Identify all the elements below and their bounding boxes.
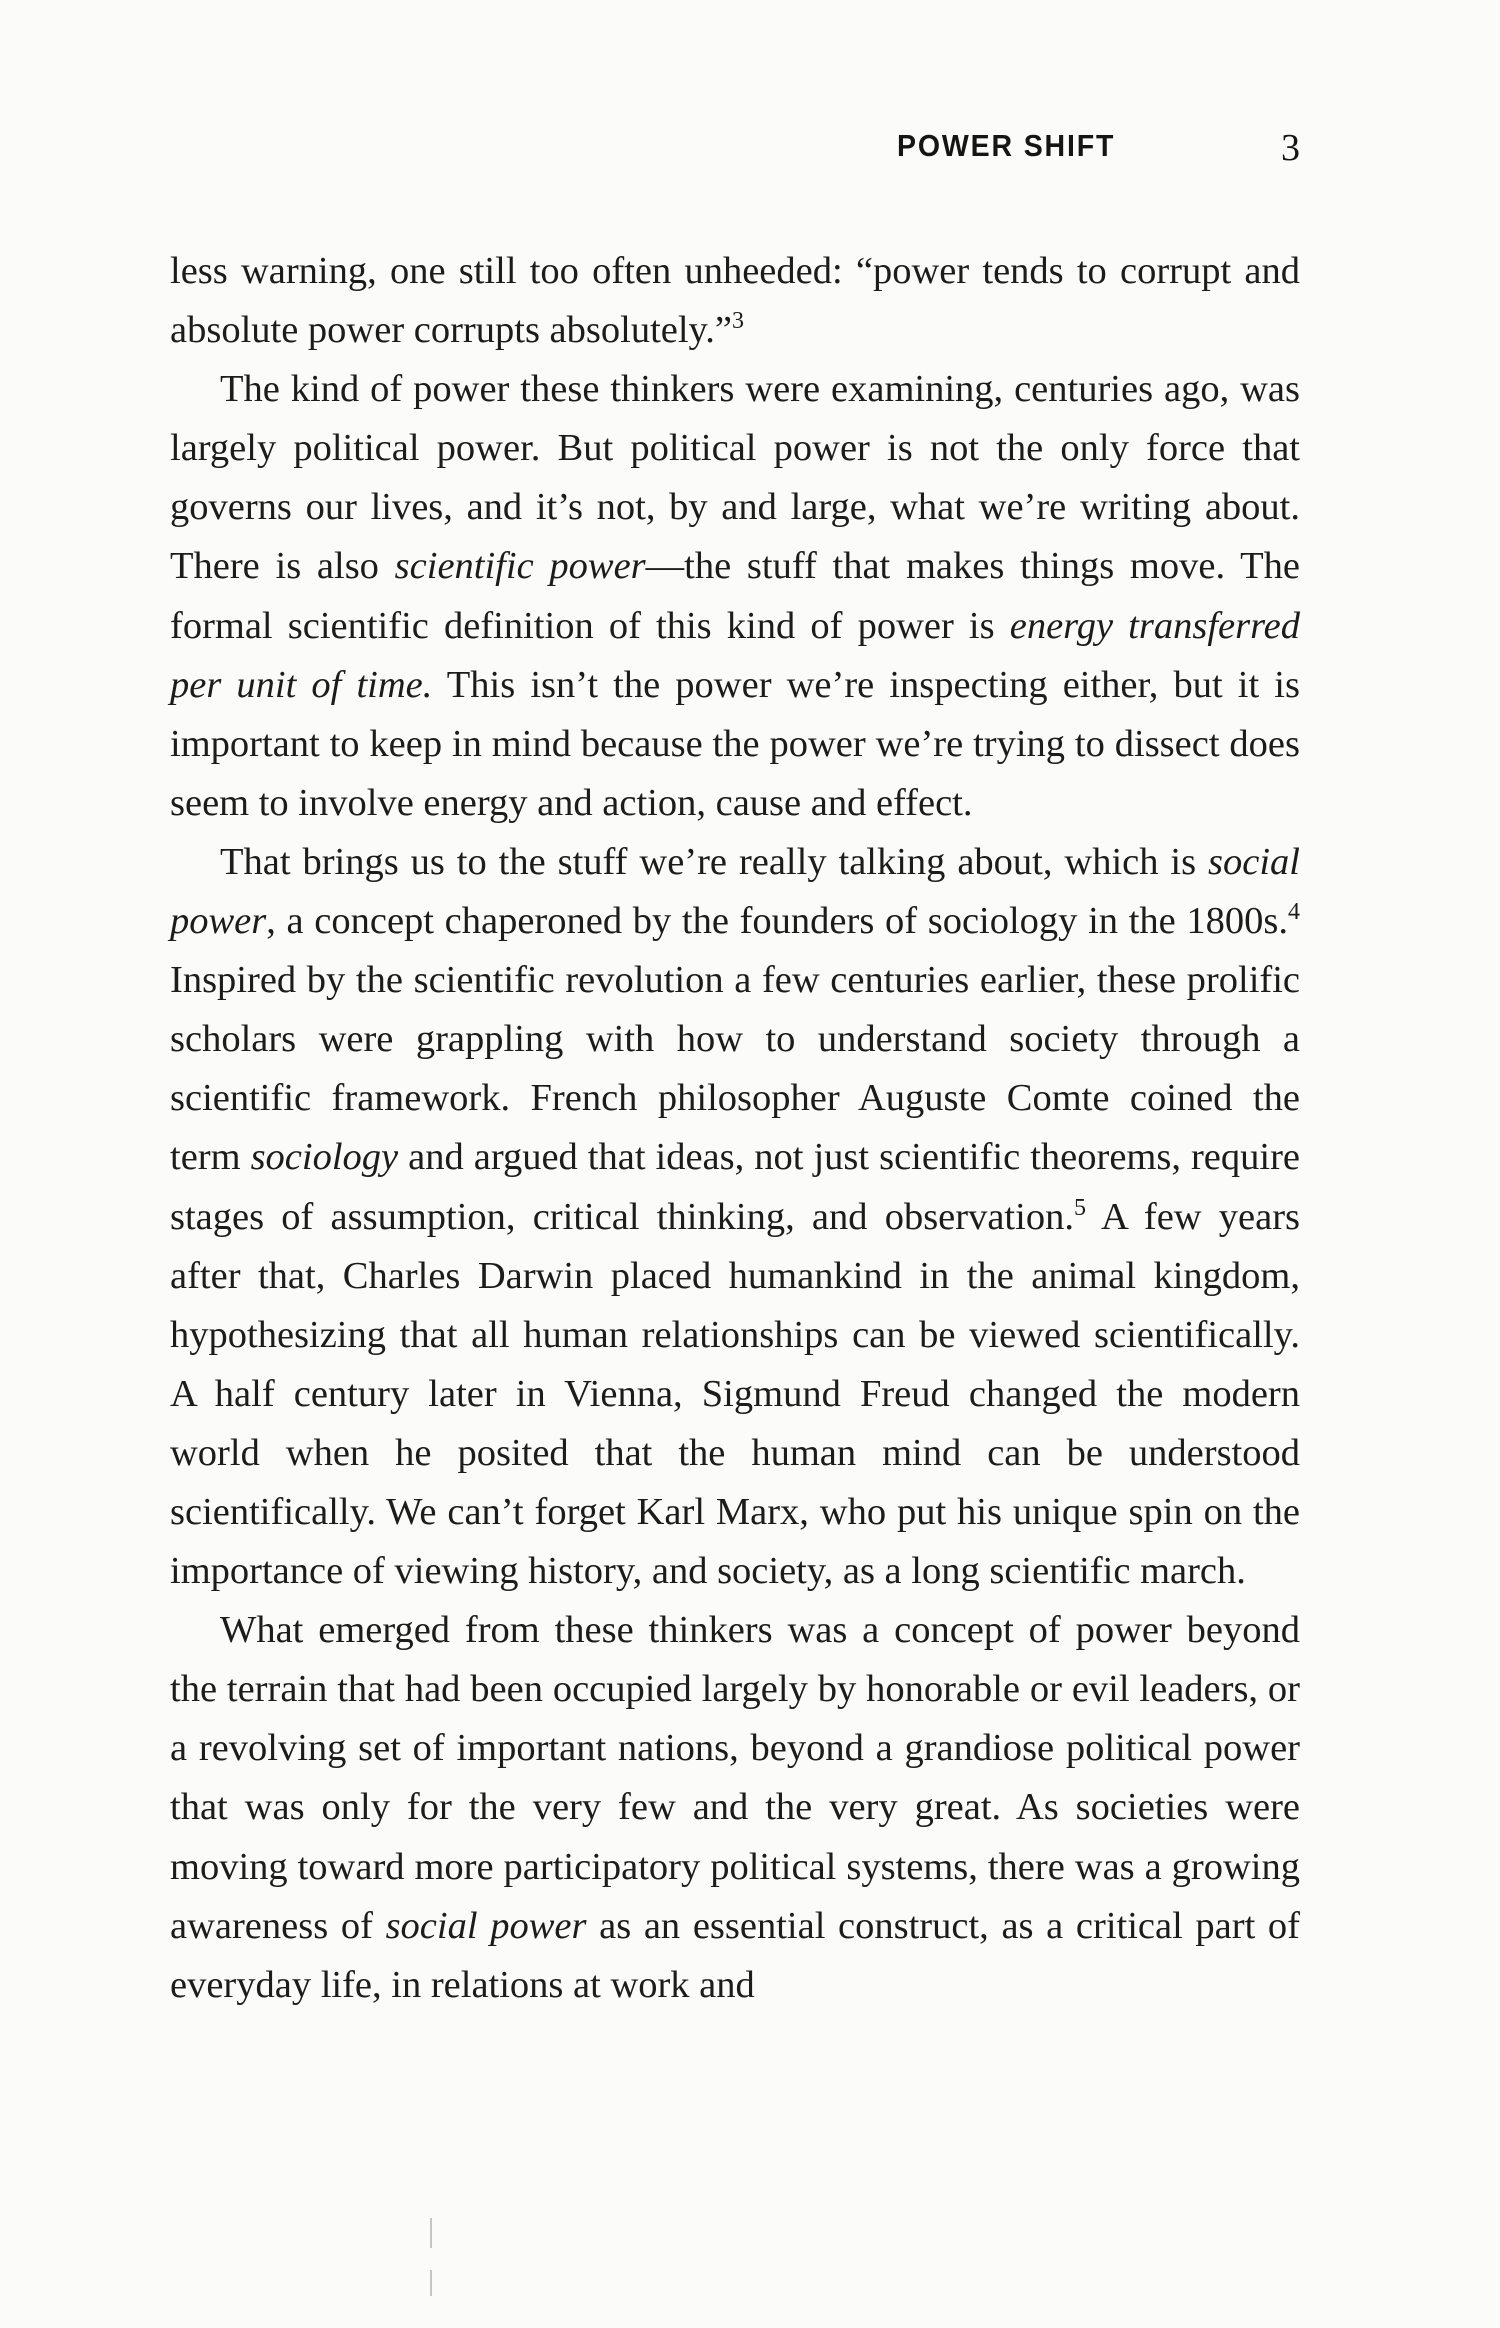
italic-term: social power xyxy=(385,1904,587,1947)
italic-term: energy transferred per unit of time. xyxy=(170,604,1301,706)
running-title: POWER SHIFT xyxy=(896,128,1115,163)
text-run: The kind of power these thinkers were examining, centuries ago, was largely political power. But political power is not the only force that governs our lives, and it’s not, by and large, what we’re writing about. There is also xyxy=(170,368,1300,588)
scan-artifact-line xyxy=(430,2270,432,2296)
text-run: and argued that ideas, not just scientific theorems, require stages of assumption, critical thinking, and observation. xyxy=(170,1136,1300,1238)
text-run: That brings us to the stuff we’re really talking about, which is xyxy=(220,840,1209,883)
text-run: as an essential construct, as a critical part of everyday life, in relations at work and xyxy=(170,1904,1301,2006)
text-run: What emerged from these thinkers was a concept of power beyond the terrain that had been occupied largely by honorable or evil leaders, or a revolving set of important nations, beyond a grandiose political power that was only for the very few and the very great. As societies were moving toward more participatory political systems, there was a growing awareness of xyxy=(170,1609,1300,1947)
paragraph xyxy=(170,242,1300,360)
footnote-ref: 5 xyxy=(1073,1194,1086,1221)
footnote-ref: 4 xyxy=(1288,899,1300,926)
paragraph xyxy=(170,360,1300,833)
text-run: , a concept chaperoned by the founders of sociology in the 1800s. xyxy=(266,900,1288,943)
italic-term: scientific power xyxy=(394,545,646,588)
body-text xyxy=(170,242,1300,2015)
paragraph xyxy=(170,833,1300,1601)
footnote-ref: 3 xyxy=(732,308,745,335)
italic-term: sociology xyxy=(250,1136,399,1179)
text-run: A few years after that, Charles Darwin placed humankind in the animal kingdom, hypothesizing that all human relationships can be viewed scientifically. A half century later in Vienna, Sigmund Freud changed the modern world when he posited that the human mind can be understood scientifically. We can’t forget Karl Marx, who put his unique spin on the importance of viewing history, and society, as a long scientific march. xyxy=(170,1195,1300,1593)
page-number: 3 xyxy=(1281,127,1300,169)
paragraph xyxy=(170,1601,1300,2015)
scan-artifact-line xyxy=(430,2218,432,2248)
running-head xyxy=(170,128,1300,178)
text-run: —the stuff that makes things move. The formal scientific definition of this kind of power is xyxy=(170,545,1300,647)
text-run: less warning, one still too often unheeded: “power tends to corrupt and absolute power corrupts absolutely.” xyxy=(170,250,1300,352)
italic-term: social power xyxy=(170,840,1300,943)
text-run: This isn’t the power we’re inspecting either, but it is important to keep in mind because the power we’re trying to dissect does seem to involve energy and action, cause and effect. xyxy=(170,663,1300,824)
text-run: Inspired by the scientific revolution a few centuries earlier, these prolific scholars were grappling with how to understand society through a scientific framework. French philosopher Auguste Comte coined the term xyxy=(170,959,1300,1179)
